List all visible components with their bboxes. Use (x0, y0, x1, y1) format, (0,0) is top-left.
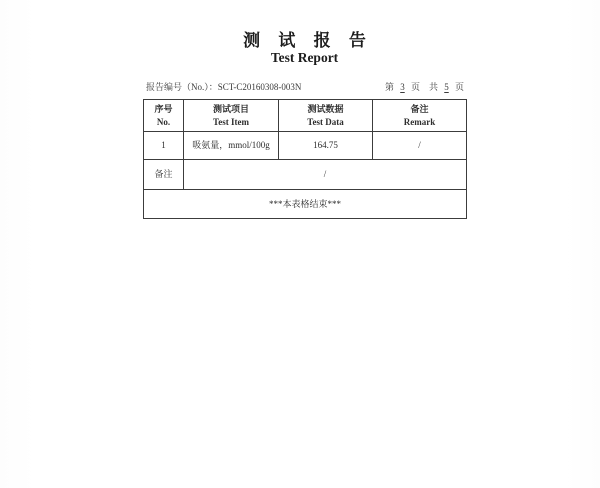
page-indicator-middle: 页 共 (410, 82, 438, 92)
test-results-table (143, 99, 467, 219)
page-indicator-prefix: 第 (384, 82, 394, 92)
table-end-row (144, 190, 467, 219)
header-remark-en: Remark (403, 116, 436, 127)
page-indicator (384, 80, 465, 93)
report-title-chinese: 测 试 报 告 (243, 31, 373, 50)
header-test-data (279, 100, 373, 132)
header-no-zh: 序号 (154, 103, 173, 114)
report-number (146, 80, 301, 93)
report-title-english: Test Report (270, 50, 339, 65)
report-number-value: SCT-C20160308-003N (217, 82, 302, 92)
note-value-cell: / (184, 160, 467, 190)
table-end-cell: ***本表格结束*** (144, 190, 467, 219)
note-label-cell: 备注 (144, 160, 184, 190)
total-pages: 5 (444, 82, 449, 92)
header-remark (373, 100, 467, 132)
table-row (144, 132, 467, 160)
header-test-item (184, 100, 279, 132)
cell-test-data: 164.75 (279, 132, 373, 160)
table-header-row (144, 100, 467, 132)
header-no-en: No. (156, 116, 171, 127)
header-no (144, 100, 184, 132)
cell-row-number: 1 (144, 132, 184, 160)
page-number: 3 (400, 82, 405, 92)
cell-remark: / (373, 132, 467, 160)
header-remark-zh: 备注 (410, 103, 429, 114)
cell-test-item: 吸氨量，mmol/100g (184, 132, 279, 160)
note-row (144, 160, 467, 190)
header-test-item-zh: 测试项目 (212, 103, 249, 114)
header-test-data-en: Test Data (307, 116, 344, 127)
header-test-item-en: Test Item (213, 116, 249, 127)
report-meta-line (146, 80, 465, 93)
page-indicator-suffix: 页 (454, 82, 464, 92)
report-number-label: 报告编号（No.）： (146, 82, 218, 92)
header-test-data-zh: 测试数据 (307, 103, 344, 114)
